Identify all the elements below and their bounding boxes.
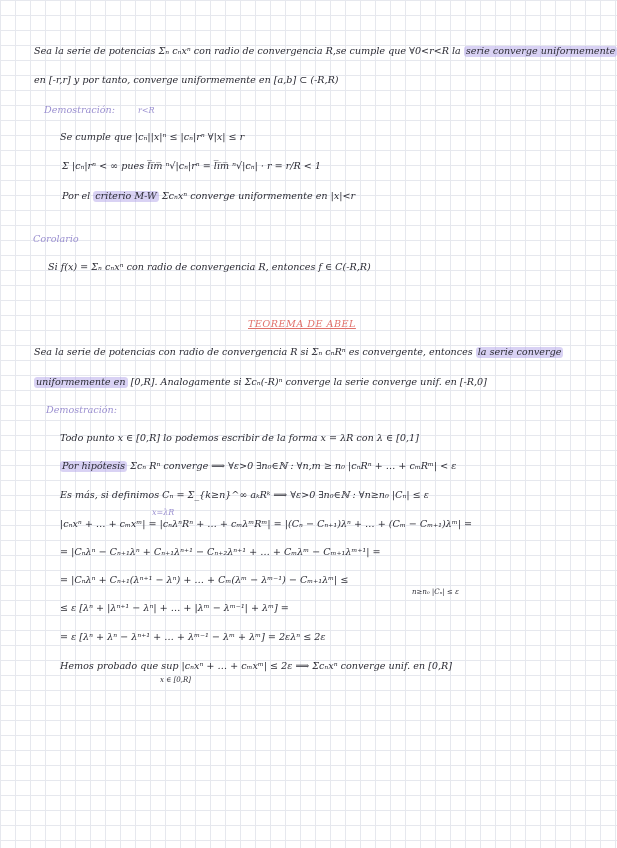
demonstration-label-1 [44,104,155,118]
demonstration-note: r<R [138,106,155,115]
proof-text-1: Se cumple que |cₙ||x|ⁿ ≤ |cₙ|rⁿ ∀|x| ≤ r [60,132,245,143]
statement-line-1 [34,45,617,59]
abel-proof-line-4 [60,518,472,532]
theorem-title [248,318,356,332]
highlight-uniformemente: uniformemente en [36,377,126,388]
proof-text-3c: Σcₙxⁿ converge uniformemente en |x|<r [161,191,356,202]
abel-proof-line-9 [60,660,452,674]
corolario-label-text: Corolario [33,234,79,245]
theorem-text-2: [0,R]. Analogamente si Σcₙ(-R)ⁿ converge la serie converge unif. en [-R,0] [130,377,487,388]
highlight-series-converges: la serie converge [477,347,562,358]
statement-text: Sea la serie de potencias Σₙ cₙxⁿ con radio de convergencia R,se cumple que ∀0<r<R la [34,46,461,57]
proof-text-3a: Por el [62,191,91,202]
abel-proof-line-1 [60,432,419,446]
abel-proof-line-8 [60,631,326,645]
abel-proof-text-5: = |Cₙλⁿ − Cₙ₊₁λⁿ + Cₙ₊₁λⁿ⁺¹ − Cₙ₊₂λⁿ⁺¹ + … + Cₘλᵐ − Cₘ₊₁λᵐ⁺¹| = [60,547,381,558]
abel-proof-text-1: Todo punto x ∈ [0,R] lo podemos escribir de la forma x = λR con λ ∈ [0,1] [60,433,419,444]
sup-subscript: x ∈ [0,R] [160,676,191,684]
proof-line-2 [62,160,321,174]
corolario-line [48,261,371,275]
substitution-note: x=λR [152,508,175,517]
abel-proof-text-9: Hemos probado que sup |cₙxⁿ + … + cₘxᵐ| ≤ 2ε ⟹ Σcₙxⁿ converge unif. en [0,R] [60,661,453,672]
demonstration-label-2-text: Demostración: [46,405,117,416]
abel-proof-text-2: Σcₙ Rⁿ converge ⟹ ∀ε>0 ∃n₀∈ℕ : ∀n,m ≥ n₀ |cₙRⁿ + … + cₘRᵐ| < ε [130,461,457,472]
proof-text-2: Σ |cₙ|rⁿ < ∞ pues l̅i̅m̅ ⁿ√|cₙ|rⁿ = l̅i̅m̅ ⁿ√|cₙ| · r = r/R < 1 [62,161,321,172]
demonstration-label-2 [46,404,117,418]
proof-line-3 [62,190,355,204]
theorem-text-1: Sea la serie de potencias con radio de convergencia R si Σₙ cₙRⁿ es convergente, entonces [34,347,473,358]
abel-proof-text-4: |cₙxⁿ + … + cₘxᵐ| = |cₙλⁿRⁿ + … + cₘλᵐRᵐ| = |(Cₙ − Cₙ₊₁)λⁿ + … + (Cₘ − Cₘ₊₁)λᵐ| = [60,519,473,530]
bound-note: n≥n₀ |Cₙ| ≤ ε [412,588,459,596]
abel-proof-line-7 [60,602,289,616]
statement-line-2 [34,74,339,88]
abel-proof-text-7: ≤ ε [λⁿ + |λⁿ⁺¹ − λⁿ| + … + |λᵐ − λᵐ⁻¹| + λᵐ] = [60,603,289,614]
abel-proof-text-6: = |Cₙλⁿ + Cₙ₊₁(λⁿ⁺¹ − λⁿ) + … + Cₘ(λᵐ − λᵐ⁻¹) − Cₘ₊₁λᵐ| ≤ [60,575,349,586]
abel-proof-line-5 [60,546,381,560]
abel-proof-line-2 [60,460,456,474]
highlight-criterio-mw: criterio M-W [95,191,157,202]
abel-proof-line-6 [60,574,348,588]
abel-proof-text-8: = ε [λⁿ + λⁿ − λⁿ⁺¹ + … + λᵐ⁻¹ − λᵐ + λᵐ] = 2ελⁿ ≤ 2ε [60,632,326,643]
demonstration-label-text: Demostración: [44,105,115,116]
proof-line-1 [60,131,244,145]
theorem-line-1 [34,346,563,360]
theorem-line-2 [34,376,487,390]
theorem-title-text: TEOREMA DE ABEL [248,319,356,330]
abel-proof-line-3 [60,489,429,503]
highlight-uniform-convergence: serie converge uniformemente [465,46,616,57]
abel-proof-text-3: Es más, si definimos Cₙ = Σ_{k≥n}^∞ aₖRᵏ ⟹ ∀ε>0 ∃n₀∈ℕ : ∀n≥n₀ |Cₙ| ≤ ε [60,490,429,501]
corolario-label [33,233,79,247]
statement-text-2: en [-r,r] y por tanto, converge uniformemente en [a,b] ⊂ (-R,R) [34,75,339,86]
highlight-hipotesis: Por hipótesis [62,461,126,472]
corolario-text: Si f(x) = Σₙ cₙxⁿ con radio de convergencia R, entonces f ∈ C(-R,R) [48,262,371,273]
